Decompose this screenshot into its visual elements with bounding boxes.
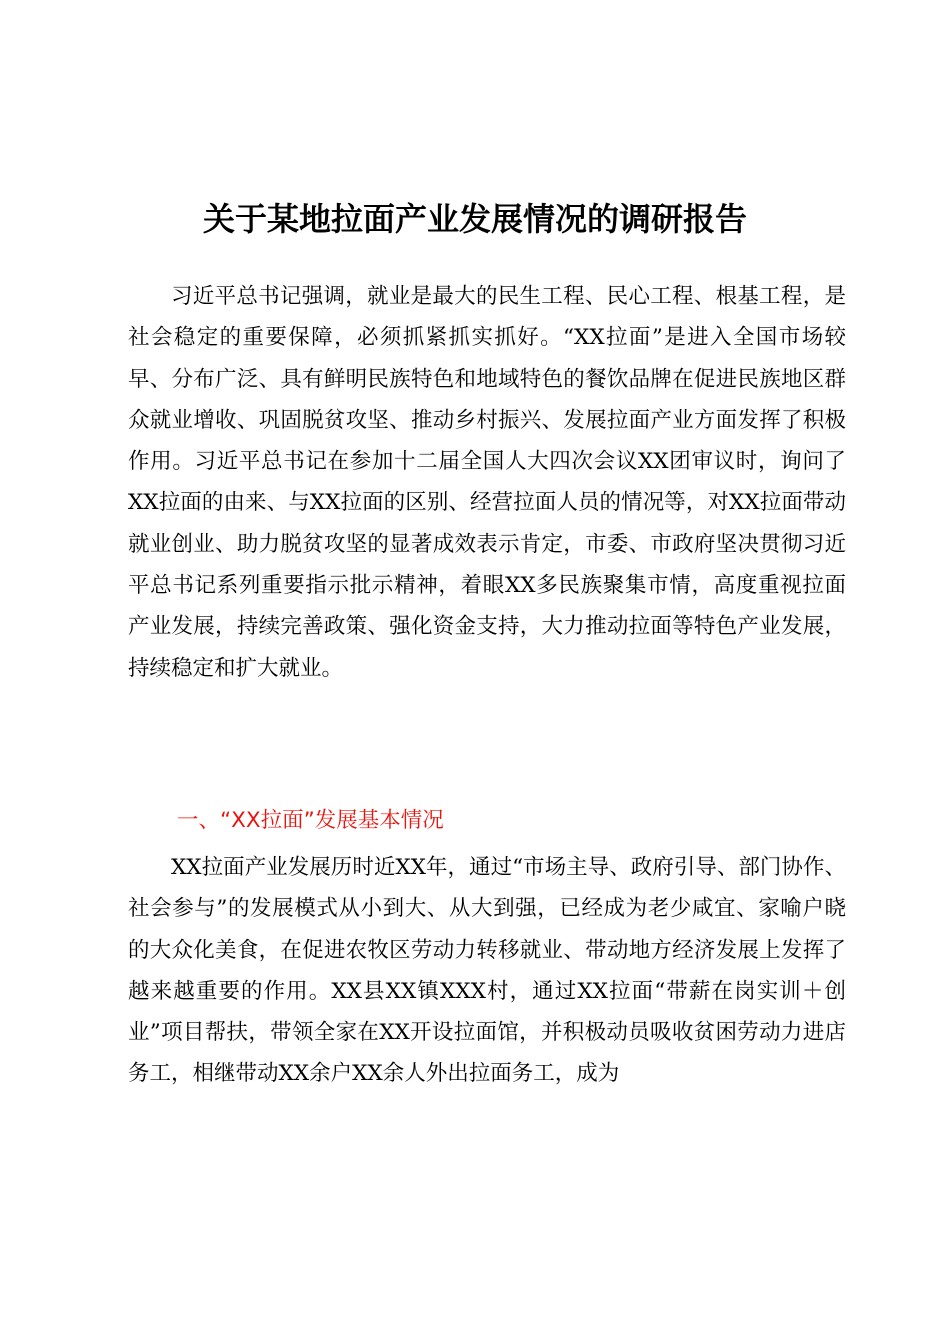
document-title: 关于某地拉面产业发展情况的调研报告 [202, 200, 747, 238]
intro-paragraph: 习近平总书记强调，就业是最大的民生工程、民心工程、根基工程，是社会稳定的重要保障，必须抓紧抓实抓好。“XX拉面”是进入全国市场较早、分布广泛、具有鲜明民族特色和地域特色的餐饮品牌在促进民族地区群众就业增收、巩固脱贫攻坚、推动乡村振兴、发展拉面产业方面发挥了积极作用。习近平总书记在参加十二届全国人大四次会议XX团审议时，询问了XX拉面的由来、与XX拉面的区别、经营拉面人员的情况等，对XX拉面带动就业创业、助力脱贫攻坚的显著成效表示肯定，市委、市政府坚决贯彻习近平总书记系列重要指示批示精神，着眼XX多民族聚集市情，高度重视拉面产业发展，持续完善政策、强化资金支持，大力推动拉面等特色产业发展，持续稳定和扩大就业。 [128, 284, 846, 681]
section-heading: 一、“XX拉面”发展基本情况 [177, 808, 444, 833]
section-paragraph: XX拉面产业发展历时近XX年，通过“市场主导、政府引导、部门协作、社会参与”的发展模式从小到大、从大到强，已经成为老少咸宜、家喻户晓的大众化美食，在促进农牧区劳动力转移就业、带动地方经济发展上发挥了越来越重要的作用。XX县XX镇XXX村，通过XX拉面“带薪在岗实训＋创业”项目帮扶，带领全家在XX开设拉面馆，并积极动员吸收贫困劳动力进店务工，相继带动XX余户XX余人外出拉面务工，成为 [128, 855, 846, 1087]
